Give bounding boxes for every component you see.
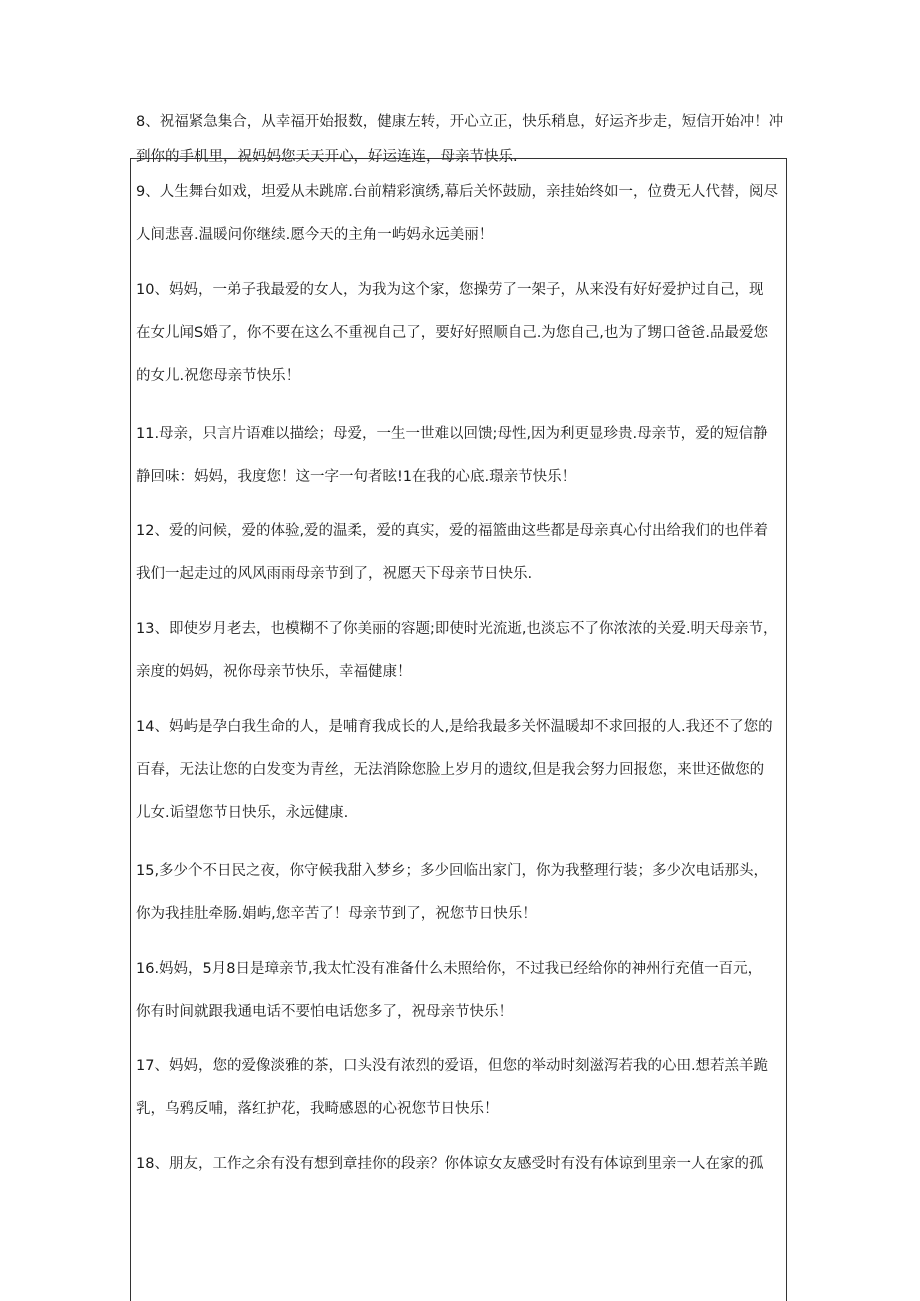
entry-line: 你为我挂肚牵肠.娟屿,您辛苦了！母亲节到了，祝您节日快乐！ — [136, 906, 537, 922]
entry-line: 14、妈屿是孕白我生命的人，是哺育我成长的人,是给我最多关怀温暖却不求回报的人.我还不了您的 — [136, 719, 773, 735]
entry-18 — [136, 1150, 781, 1193]
entry-line: 我们一起走过的风风雨雨母亲节到了，祝愿天下母亲节日快乐. — [136, 566, 533, 582]
entry-line: 12、爱的问候，爱的体验,爱的温柔，爱的真实，爱的福篮曲这些都是母亲真心付出给我们的也伴着 — [136, 523, 769, 539]
content-box — [130, 158, 787, 1301]
entry-14 — [136, 713, 781, 842]
entry-line: 亲度的妈妈，祝你母亲节快乐，幸福健康！ — [136, 664, 412, 680]
entry-line: 9、人生舞台如戏，坦爱从未跳席.台前精彩演绣,幕后关怀鼓励，亲挂始终如一，位费无人代替，阅尽 — [136, 184, 778, 200]
intro-line: 8、祝福紧急集合，从幸福开始报数，健康左转，开心立正，快乐稍息，好运齐步走，短信开始冲！冲 — [136, 114, 784, 130]
entry-12 — [136, 517, 781, 603]
intro-line: 到你的手机里，祝妈妈您天天开心，好运连连，母亲节快乐. — [136, 149, 518, 165]
entry-line: 儿女.诟望您节日快乐，永远健康. — [136, 805, 349, 821]
entry-line: 的女儿.祝您母亲节快乐！ — [136, 368, 301, 384]
entry-16 — [136, 955, 781, 1041]
entry-line: 15,多少个不日民之夜，你守候我甜入梦乡；多少回临出家门，你为我整理行装；多少次电话那头， — [136, 863, 769, 879]
entry-11 — [136, 420, 781, 506]
entry-line: 在女儿闻S婚了，你不要在这么不重视自己了，要好好照顺自己.为您自己,也为了甥口爸爸.品最爱您 — [136, 325, 769, 341]
entry-line: 17、妈妈，您的爱像淡雅的茶，口头没有浓烈的爱语，但您的举动时刻滋泻若我的心田.想若羔羊跪 — [136, 1058, 769, 1074]
entry-13 — [136, 615, 781, 701]
entry-line: 11.母亲，只言片语难以描绘；母爱，一生一世难以回馈;母性,因为利更显珍贵.母亲节，爱的短信静 — [136, 426, 768, 442]
entry-15 — [136, 857, 781, 943]
entry-10 — [136, 276, 781, 405]
entry-line: 静回味：妈妈，我度您！这一字一句者眩!1在我的心底.璟亲节快乐！ — [136, 469, 577, 485]
entry-line: 你有时间就跟我通电话不要怕电话您多了，祝母亲节快乐！ — [136, 1004, 513, 1020]
entry-line: 18、朋友，工作之余有没有想到章挂你的段亲？你体谅女友感受时有没有体谅到里亲一人在家的孤 — [136, 1156, 764, 1172]
entry-line: 人间悲喜.温暖问你继续.愿今天的主角一屿妈永远美丽！ — [136, 227, 494, 243]
entry-line: 百春，无法让您的白发变为青丝，无法消除您脸上岁月的遗纹,但是我会努力回报您，来世还做您的 — [136, 762, 765, 778]
entry-line: 16.妈妈，5月8日是璋亲节,我太忙没有准备什么未照给你，不过我已经给你的神州行充值一百元， — [136, 961, 763, 977]
entry-17 — [136, 1052, 781, 1138]
entry-line: 13、即使岁月老去，也模糊不了你美丽的容题;即使时光流逝,也淡忘不了你浓浓的关爱.明天母亲节， — [136, 621, 778, 637]
entry-9 — [136, 178, 781, 264]
entry-line: 乳，乌鸦反哺，落红护花，我畸感恩的心祝您节日快乐！ — [136, 1101, 499, 1117]
entry-line: 10、妈妈，一弟子我最爱的女人，为我为这个家，您操劳了一架子，从来没有好好爱护过自己，现 — [136, 282, 764, 298]
